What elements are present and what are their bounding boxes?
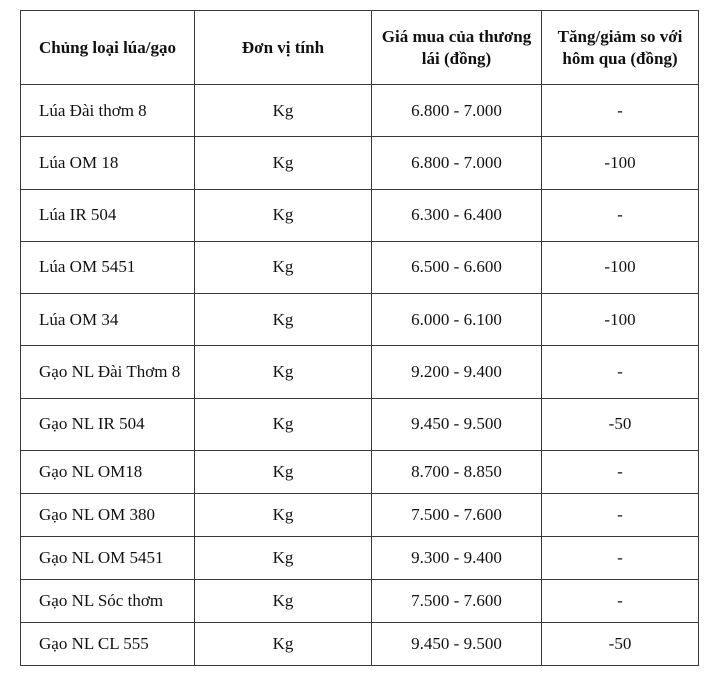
cell-change: - [542, 346, 699, 398]
cell-rice-type: Lúa OM 18 [21, 137, 195, 189]
header-unit: Đơn vị tính [195, 11, 372, 85]
rice-price-table [20, 10, 699, 666]
cell-unit: Kg [195, 450, 372, 493]
table-row [21, 346, 699, 398]
cell-price: 9.300 - 9.400 [372, 536, 542, 579]
cell-price: 9.450 - 9.500 [372, 398, 542, 450]
cell-change: -50 [542, 622, 699, 665]
cell-price: 6.000 - 6.100 [372, 294, 542, 346]
table-row [21, 241, 699, 293]
cell-price: 6.800 - 7.000 [372, 85, 542, 137]
cell-unit: Kg [195, 493, 372, 536]
table-row [21, 536, 699, 579]
cell-rice-type: Gạo NL CL 555 [21, 622, 195, 665]
cell-unit: Kg [195, 579, 372, 622]
cell-rice-type: Lúa OM 5451 [21, 241, 195, 293]
cell-rice-type: Gạo NL OM 380 [21, 493, 195, 536]
header-change: Tăng/giảm so với hôm qua (đồng) [542, 11, 699, 85]
cell-rice-type: Gạo NL IR 504 [21, 398, 195, 450]
cell-price: 6.800 - 7.000 [372, 137, 542, 189]
cell-price: 7.500 - 7.600 [372, 579, 542, 622]
cell-unit: Kg [195, 189, 372, 241]
table-row [21, 294, 699, 346]
table-row [21, 137, 699, 189]
cell-change: -50 [542, 398, 699, 450]
cell-rice-type: Gạo NL OM18 [21, 450, 195, 493]
cell-change: - [542, 450, 699, 493]
cell-price: 7.500 - 7.600 [372, 493, 542, 536]
cell-price: 9.200 - 9.400 [372, 346, 542, 398]
table-header-row [21, 11, 699, 85]
header-rice-type: Chủng loại lúa/gạo [21, 11, 195, 85]
cell-unit: Kg [195, 85, 372, 137]
cell-change: - [542, 579, 699, 622]
cell-change: - [542, 536, 699, 579]
header-buying-price: Giá mua của thương lái (đồng) [372, 11, 542, 85]
table-row [21, 398, 699, 450]
table-row [21, 189, 699, 241]
cell-unit: Kg [195, 241, 372, 293]
cell-rice-type: Gạo NL Sóc thơm [21, 579, 195, 622]
cell-rice-type: Lúa Đài thơm 8 [21, 85, 195, 137]
table-row [21, 493, 699, 536]
cell-rice-type: Gạo NL OM 5451 [21, 536, 195, 579]
cell-change: -100 [542, 241, 699, 293]
cell-change: -100 [542, 137, 699, 189]
cell-unit: Kg [195, 137, 372, 189]
table-row [21, 579, 699, 622]
cell-change: - [542, 189, 699, 241]
cell-price: 8.700 - 8.850 [372, 450, 542, 493]
cell-unit: Kg [195, 294, 372, 346]
cell-price: 6.500 - 6.600 [372, 241, 542, 293]
cell-price: 9.450 - 9.500 [372, 622, 542, 665]
cell-change: - [542, 493, 699, 536]
cell-unit: Kg [195, 398, 372, 450]
cell-unit: Kg [195, 536, 372, 579]
cell-unit: Kg [195, 622, 372, 665]
cell-change: - [542, 85, 699, 137]
cell-rice-type: Lúa IR 504 [21, 189, 195, 241]
cell-rice-type: Gạo NL Đài Thơm 8 [21, 346, 195, 398]
cell-change: -100 [542, 294, 699, 346]
cell-rice-type: Lúa OM 34 [21, 294, 195, 346]
cell-price: 6.300 - 6.400 [372, 189, 542, 241]
table-body [21, 85, 699, 666]
table-row [21, 622, 699, 665]
table-row [21, 450, 699, 493]
table-row [21, 85, 699, 137]
cell-unit: Kg [195, 346, 372, 398]
